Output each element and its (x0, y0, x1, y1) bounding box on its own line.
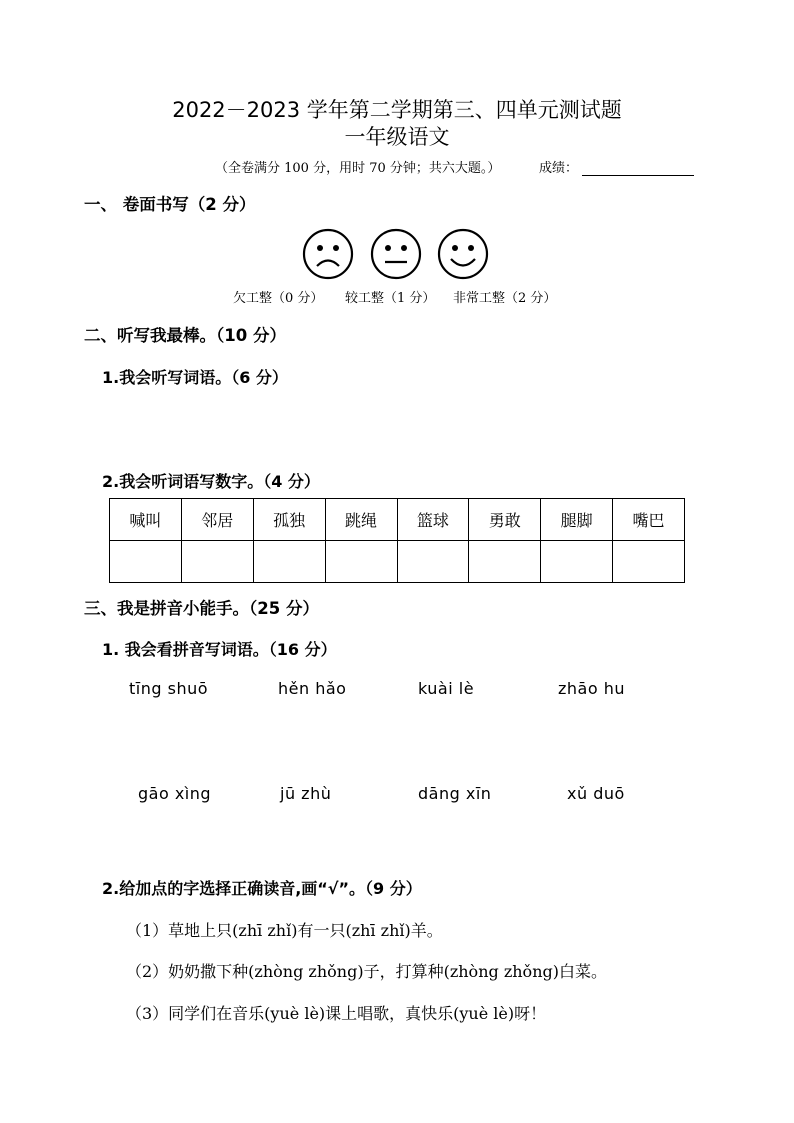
face-label-good: 非常工整（2 分） (453, 291, 557, 306)
neutral-face-icon (370, 228, 422, 280)
question-3-1: 1. 我会看拼音写词语。（16 分） (102, 640, 337, 659)
section-2-heading: 二、听写我最棒。（10 分） (84, 326, 286, 345)
word-cell: 腿脚 (541, 499, 613, 541)
word-cell: 嘴巴 (613, 499, 685, 541)
score-blank[interactable] (582, 161, 694, 176)
question-3-2: 2.给加点的字选择正确读音,画“√”。（9 分） (102, 879, 422, 898)
pinyin-item: dāng xīn (418, 784, 492, 803)
word-table (109, 498, 685, 583)
answer-cell[interactable] (325, 541, 397, 583)
question-2-2: 2.我会听词语写数字。（4 分） (102, 472, 320, 491)
word-cell: 孤独 (253, 499, 325, 541)
answer-cell[interactable] (613, 541, 685, 583)
answer-cell[interactable] (181, 541, 253, 583)
word-cell: 篮球 (397, 499, 469, 541)
pinyin-item: gāo xìng (138, 784, 212, 803)
pinyin-item: xǔ duō (567, 784, 625, 803)
pinyin-item: tīng shuō (129, 679, 209, 698)
answer-cell[interactable] (110, 541, 182, 583)
word-cell: 邻居 (181, 499, 253, 541)
choice-item: （3）同学们在音乐(yuè lè)课上唱歌，真快乐(yuè lè)呀！ (126, 1004, 547, 1023)
answer-cell[interactable] (541, 541, 613, 583)
exam-title: 2022－2023 学年第二学期第三、四单元测试题 (172, 98, 622, 122)
score-field (539, 157, 694, 176)
answer-cell[interactable] (253, 541, 325, 583)
section-1-heading: 一、 卷面书写（2 分） (84, 195, 256, 214)
word-cell: 勇敢 (469, 499, 541, 541)
face-label-poor: 欠工整（0 分） (233, 291, 324, 306)
pinyin-item: jū zhù (280, 784, 332, 803)
pinyin-item: zhāo hu (558, 679, 625, 698)
pinyin-item: kuài lè (418, 679, 475, 698)
answer-row (110, 541, 685, 583)
word-cell: 跳绳 (325, 499, 397, 541)
face-label-fair: 较工整（1 分） (345, 291, 436, 306)
choice-item: （1）草地上只(zhī zhǐ)有一只(zhī zhǐ)羊。 (126, 921, 443, 940)
word-cell: 喊叫 (110, 499, 182, 541)
answer-cell[interactable] (469, 541, 541, 583)
sad-face-icon (302, 228, 354, 280)
score-label: 成绩： (539, 161, 579, 176)
choice-item: （2）奶奶撒下种(zhòng zhǒng)子，打算种(zhòng zhǒng)白菜。 (126, 962, 607, 981)
answer-cell[interactable] (397, 541, 469, 583)
pinyin-item: hěn hǎo (278, 679, 347, 698)
word-row (110, 499, 685, 541)
exam-note: （全卷满分 100 分，用时 70 分钟；共六大题。） (215, 161, 501, 176)
smile-face-icon (437, 228, 489, 280)
exam-subtitle: 一年级语文 (344, 125, 450, 149)
section-3-heading: 三、我是拼音小能手。（25 分） (84, 599, 319, 618)
question-2-1: 1.我会听写词语。（6 分） (102, 368, 288, 387)
